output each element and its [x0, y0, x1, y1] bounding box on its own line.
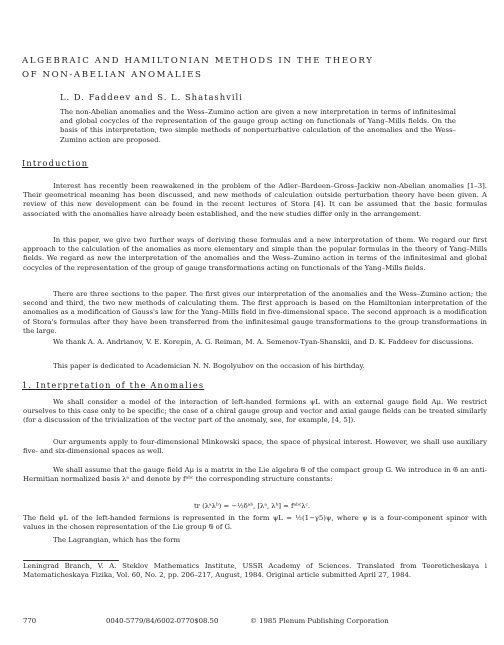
title-line-1: ALGEBRAIC AND HAMILTONIAN METHODS IN THE THEORY [22, 56, 374, 66]
copyright: © 1985 Plenum Publishing Corporation [250, 617, 389, 625]
page-number: 770 [23, 617, 37, 625]
footnote: Leningrad Branch, V. A. Steklov Mathematics Institute, USSR Academy of Sciences. Translated from Teoreticheskaya i Matematicheskaya Fizika, Vol. 60, No. 2, pp. 206–217, August, 1984. Original article submitted April 27, 1984. [23, 562, 487, 580]
authors: L. D. Faddeev and S. L. Shatashvili [60, 92, 243, 102]
intro-paragraph-4: We thank A. A. Andrianov, V. E. Korepin, A. G. Reiman, M. A. Semenov-Tyan-Shanskii, and D. K. Faddeev for discussions. [53, 338, 474, 346]
abstract: The non-Abelian anomalies and the Wess–Zumino action are given a new interpretation in terms of infinitesimal and global cocycles of the representation of the gauge group acting on functionals of Yang–Mills fields. On the basis of this interpretation, two simple methods of nonperturbative calculation of the anomalies and the Wess–Zumino action are proposed. [60, 108, 456, 144]
section1-paragraph-3: We shall assume that the gauge field Aμ is a matrix in the Lie algebra 𝔊 of the compact group G. We introduce in 𝔊 an anti-Hermitian normalized basis λᵃ and denote by fᵃᵇᶜ the corresponding structure constants: [23, 466, 487, 484]
equation: tr (λᵃλᵇ) = −½δᵃᵇ, [λᵃ, λᵇ] = fᵃᵇᶜλᶜ. [193, 502, 311, 510]
intro-paragraph-5: This paper is dedicated to Academician N. N. Bogolyubov on the occasion of his birthday. [53, 362, 365, 370]
section1-heading: 1. Interpretation of the Anomalies [22, 380, 205, 390]
issn-code: 0040-5779/84/6002-0770$08.50 [106, 617, 219, 625]
intro-paragraph-3: There are three sections to the paper. The first gives our interpretation of the anomalies and the Wess–Zumino action; the second and third, the two new methods of calculating them. The first approach is based on the Hamiltonian interpretation of the anomalies as a modification of Gauss's law for the Yang–Mills field in five-dimensional space. The second approach is a modification of Stora's formulas after they have been transferred from the infinitesimal gauge transformations to the group transformations in the large. [23, 290, 487, 335]
intro-heading: Introduction [22, 158, 89, 168]
section1-paragraph-2: Our arguments apply to four-dimensional Minkowski space, the space of physical interest. However, we shall use auxiliary five- and six-dimensional spaces as well. [23, 438, 487, 456]
intro-paragraph-1: Interest has recently been reawakened in the problem of the Adler–Bardeen–Gross–Jackiw non-Abelian anomalies [1–3]. Their geometrical meaning has been discussed, and new methods of calculation outside perturbation theory have been given. A review of this new development can be found in the recent lectures of Stora [4]. It can be assumed that the basic formulas associated with the anomalies have already been established, and the new studies differ only in the arrangement. [23, 182, 487, 218]
section1-paragraph-5: The Lagrangian, which has the form [53, 536, 181, 544]
title-line-2: OF NON-ABELIAN ANOMALIES [22, 70, 203, 80]
section1-paragraph-4: The field ψL of the left-handed fermions is represented in the form ψL = ½(1−γ5)ψ, where ψ is a four-component spinor with values in the chosen representation of the Lie group 𝔊 of G. [23, 514, 487, 532]
footnote-rule [23, 560, 119, 561]
section1-paragraph-1: We shall consider a model of the interaction of left-handed fermions ψL with an external gauge field Aμ. We restrict ourselves to this case only to be specific; the case of a chiral gauge group and vector and axial gauge fields can be treated similarly (for a discussion of the trivialization of the vector part of the anomaly, see, for example, [4, 5]). [23, 398, 487, 425]
intro-paragraph-2: In this paper, we give two further ways of deriving these formulas and a new interpretation of them. We regard our first approach to the calculation of the anomalies as more elementary and simple than the popular formulas in the theory of Yang–Mills fields. We regard as new the interpretation of the anomalies and the Wess–Zumino action in terms of the infinitesimal and global cocycles of the representation of the group of gauge transformations acting on functionals of the Yang–Mills fields. [23, 236, 487, 272]
